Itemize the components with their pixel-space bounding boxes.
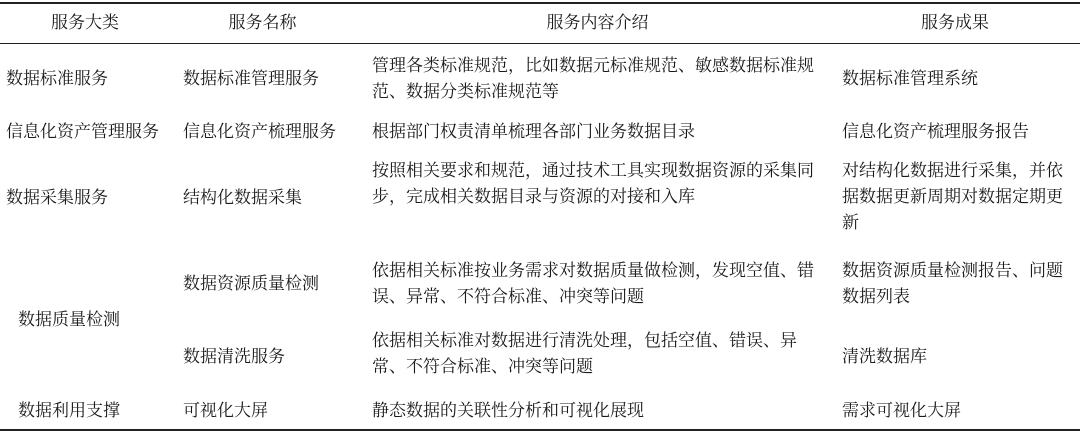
header-category: 服务大类 [51, 13, 119, 33]
header-result: 服务成果 [921, 13, 989, 33]
row-category: 信息化资产管理服务 [6, 122, 159, 142]
row-category: 数据标准服务 [6, 69, 108, 89]
header-name: 服务名称 [228, 13, 297, 33]
row-category: 数据利用支撑 [18, 401, 120, 421]
row-name: 信息化资产梳理服务 [183, 122, 336, 142]
row-result: 清洗数据库 [842, 347, 927, 367]
row-result: 数据资源质量检测报告、问题数据列表 [842, 261, 1063, 307]
row-content: 静态数据的关联性分析和可视化展现 [372, 401, 644, 421]
header-content: 服务内容介绍 [546, 13, 649, 33]
row-name: 可视化大屏 [183, 401, 268, 421]
row-content: 按照相关要求和规范，通过技术工具实现数据资源的采集同步，完成相关数据目录与资源的对接和入库 [372, 161, 814, 207]
row-name: 数据资源质量检测 [183, 274, 319, 294]
row-content: 依据相关标准按业务需求对数据质量做检测，发现空值、错误、异常、不符合标准、冲突等问题 [372, 261, 814, 307]
row-name: 数据清洗服务 [183, 347, 285, 367]
top-rule [0, 2, 1080, 4]
row-name: 结构化数据采集 [183, 188, 302, 208]
row-content: 依据相关标准对数据进行清洗处理，包括空值、错误、异常、不符合标准、冲突等问题 [372, 331, 797, 377]
header-rule [0, 43, 1080, 44]
row-category: 数据采集服务 [6, 188, 108, 208]
row-name: 数据标准管理服务 [183, 69, 319, 89]
bottom-rule [0, 429, 1080, 431]
row-result: 数据标准管理系统 [842, 69, 978, 89]
row-result: 信息化资产梳理服务报告 [842, 122, 1029, 142]
row-result: 需求可视化大屏 [842, 401, 961, 421]
row-result: 对结构化数据进行采集，并依据数据更新周期对数据定期更新 [842, 161, 1063, 233]
row-content: 管理各类标准规范，比如数据元标准规范、敏感数据标准规范、数据分类标准规范等 [372, 56, 814, 102]
row-category: 数据质量检测 [18, 310, 120, 330]
row-content: 根据部门权责清单梳理各部门业务数据目录 [372, 122, 695, 142]
